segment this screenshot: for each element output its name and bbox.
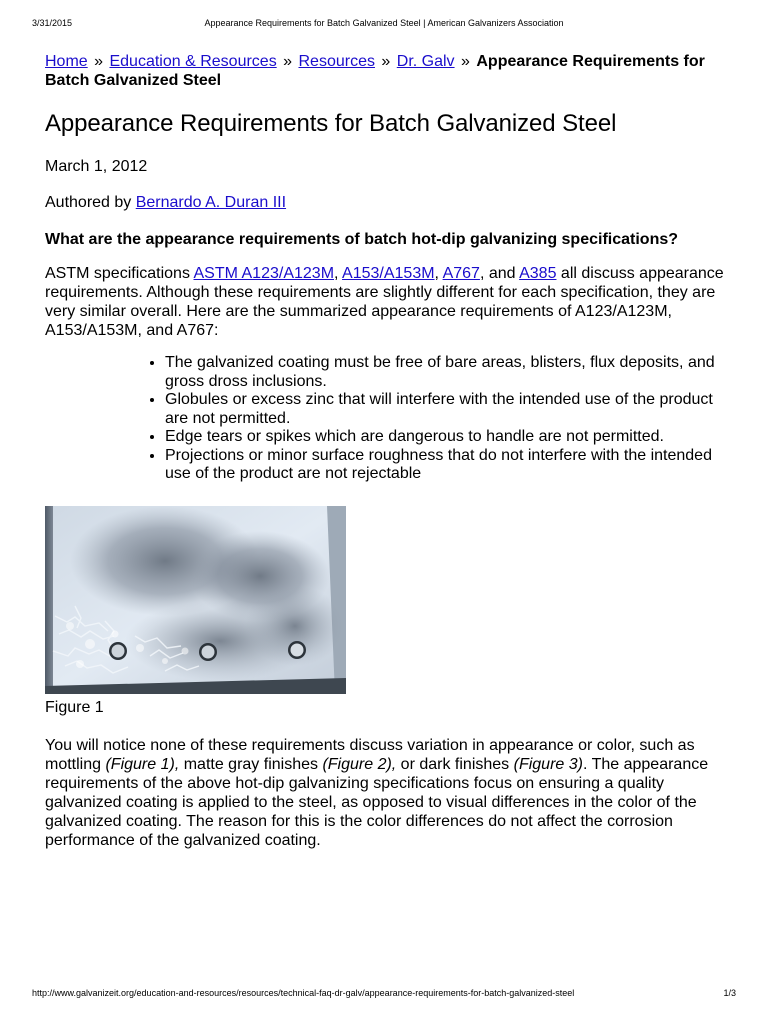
author-link[interactable]: Bernardo A. Duran III xyxy=(135,194,287,211)
a153-link[interactable]: A153/A153M xyxy=(342,265,435,282)
intro-paragraph xyxy=(45,264,725,340)
closing-text: or dark finishes xyxy=(396,755,514,773)
print-footer xyxy=(32,988,736,1002)
intro-prefix: ASTM specifications xyxy=(45,265,194,282)
breadcrumb-separator: » xyxy=(376,53,395,70)
figure-1-ref: (Figure 1), xyxy=(105,755,180,773)
publish-date: March 1, 2012 xyxy=(45,158,148,175)
galvanized-steel-photo xyxy=(45,506,346,694)
figure-3-ref: (Figure 3) xyxy=(513,755,583,773)
requirements-list xyxy=(45,354,725,484)
print-title: Appearance Requirements for Batch Galvanized Steel | American Galvanizers Association xyxy=(204,18,564,28)
list-item: • The galvanized coating must be free of bare areas, blisters, flux deposits, and gross dross inclusions. xyxy=(165,354,725,391)
breadcrumb-separator: » xyxy=(456,53,475,70)
breadcrumb-drgalv-link[interactable]: Dr. Galv xyxy=(396,53,455,70)
print-url: http://www.galvanizeit.org/education-and-resources/resources/technical-faq-dr-galv/appearance-requirements-for-batch-galvanized-steel xyxy=(32,988,575,998)
closing-text: matte gray finishes xyxy=(179,755,323,773)
page-number: 1/3 xyxy=(723,988,736,998)
a385-link[interactable]: A385 xyxy=(519,265,557,282)
breadcrumb-resources-link[interactable]: Resources xyxy=(298,53,375,70)
breadcrumb-separator: » xyxy=(278,53,297,70)
question-heading: What are the appearance requirements of batch hot-dip galvanizing specifications? xyxy=(45,231,679,248)
figure-caption: Figure 1 xyxy=(45,698,104,716)
breadcrumb-education-link[interactable]: Education & Resources xyxy=(109,53,277,70)
breadcrumb xyxy=(45,52,725,90)
intro-and: , and xyxy=(479,265,520,282)
breadcrumb-separator: » xyxy=(89,53,108,70)
print-header xyxy=(32,18,736,32)
intro-suffix: all discuss appearance requirements. Although these requirements are slightly different for each specification, they are very similar overall. Here are the summarized appearance requirements of A123/A123M, A153/A153M, and A767: xyxy=(45,265,724,339)
closing-text: . The appearance requirements of the above hot-dip galvanizing specifications focus on ensuring a quality galvanized coating is applied to the steel, as opposed to visual differences in the color of the galvanized coating. The reason for this is the color differences do not affect the corrosion performance of the galvanized coating. xyxy=(45,755,709,849)
print-date: 3/31/2015 xyxy=(32,18,73,28)
a767-link[interactable]: A767 xyxy=(442,265,480,282)
author-line xyxy=(45,193,725,212)
figure-1-image xyxy=(45,506,346,694)
article-content xyxy=(45,52,725,850)
breadcrumb-home-link[interactable]: Home xyxy=(45,53,88,70)
page-title: Appearance Requirements for Batch Galvanized Steel xyxy=(45,110,617,137)
figure-2-ref: (Figure 2), xyxy=(322,755,397,773)
astm-a123-link[interactable]: ASTM A123/A123M xyxy=(193,265,335,282)
closing-paragraph xyxy=(45,736,725,850)
intro-comma: , xyxy=(334,265,343,282)
list-item: • Projections or minor surface roughness that do not interfere with the intended use of the product are not rejectable xyxy=(165,447,725,484)
author-prefix: Authored by xyxy=(45,194,136,211)
breadcrumb-current: Appearance Requirements for Batch Galvanized Steel xyxy=(45,53,705,89)
closing-text: You will notice none of these requirements discuss variation in appearance or color, such as mottling xyxy=(45,736,695,773)
list-item: • Edge tears or spikes which are dangerous to handle are not permitted. xyxy=(165,428,725,447)
list-item: • Globules or excess zinc that will interfere with the intended use of the product are not permitted. xyxy=(165,391,725,428)
intro-comma: , xyxy=(434,265,443,282)
